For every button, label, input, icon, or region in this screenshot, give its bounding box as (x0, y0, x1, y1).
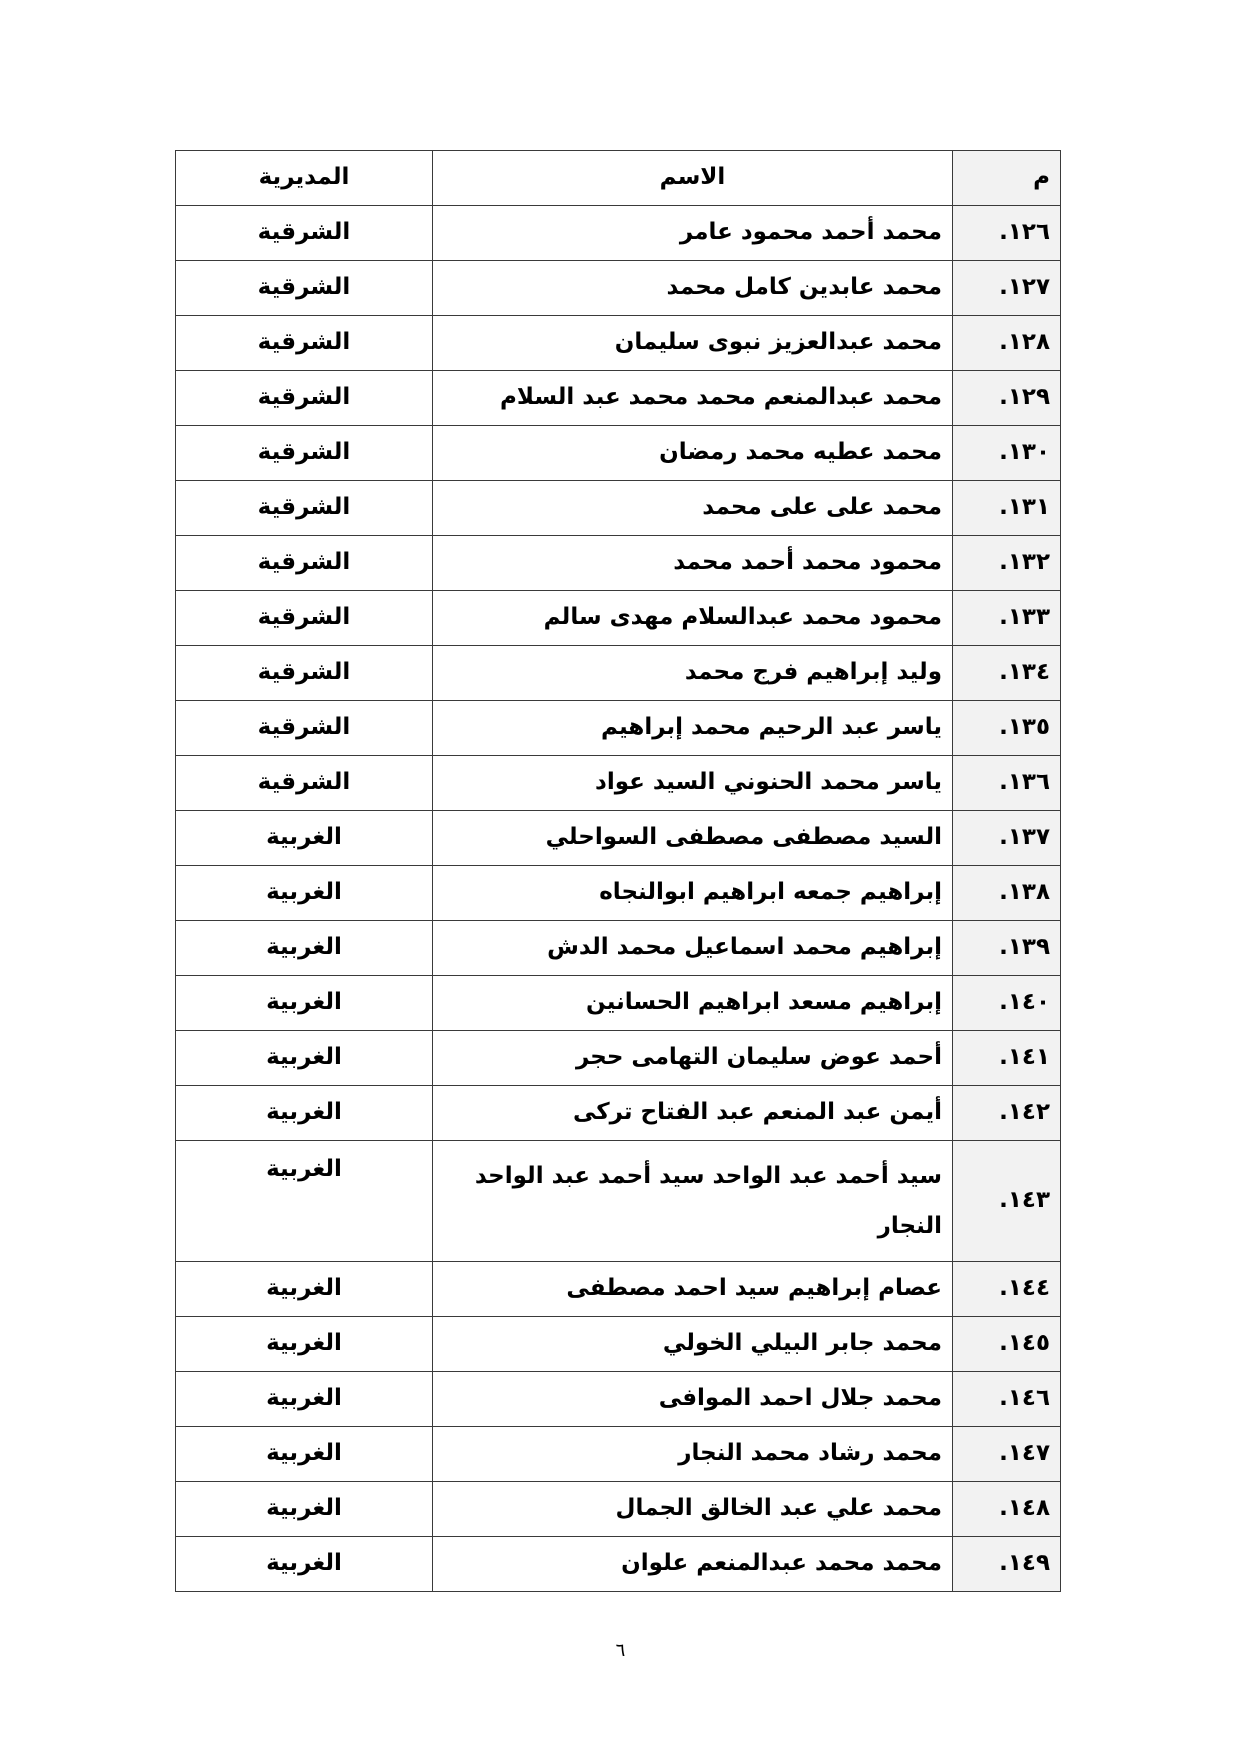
row-name: ياسر عبد الرحيم محمد إبراهيم (433, 701, 953, 756)
table-row (176, 701, 1061, 756)
row-name: محمد على على محمد (433, 481, 953, 536)
table-row (176, 261, 1061, 316)
row-number: ١٢٨. (953, 316, 1061, 371)
row-name: محمد جلال احمد الموافى (433, 1372, 953, 1427)
table-header-row (176, 151, 1061, 206)
row-name: عصام إبراهيم سيد احمد مصطفى (433, 1262, 953, 1317)
row-name: محمد رشاد محمد النجار (433, 1427, 953, 1482)
row-name: محمد أحمد محمود عامر (433, 206, 953, 261)
row-directorate: الغربية (176, 1086, 433, 1141)
row-directorate: الشرقية (176, 481, 433, 536)
row-name: أيمن عبد المنعم عبد الفتاح تركى (433, 1086, 953, 1141)
row-number: ١٣٤. (953, 646, 1061, 701)
row-number: ١٤٧. (953, 1427, 1061, 1482)
row-name: السيد مصطفى مصطفى السواحلي (433, 811, 953, 866)
row-name: محمد عابدين كامل محمد (433, 261, 953, 316)
row-directorate: الشرقية (176, 646, 433, 701)
row-directorate: الشرقية (176, 316, 433, 371)
row-number: ١٢٧. (953, 261, 1061, 316)
row-name: محمد علي عبد الخالق الجمال (433, 1482, 953, 1537)
row-directorate: الشرقية (176, 371, 433, 426)
table-row (176, 206, 1061, 261)
row-name: محمد جابر البيلي الخولي (433, 1317, 953, 1372)
row-number: ١٢٩. (953, 371, 1061, 426)
row-name: ياسر محمد الحنوني السيد عواد (433, 756, 953, 811)
row-directorate: الشرقية (176, 756, 433, 811)
row-number: ١٣٦. (953, 756, 1061, 811)
row-name: أحمد عوض سليمان التهامى حجر (433, 1031, 953, 1086)
row-directorate: الشرقية (176, 206, 433, 261)
row-directorate: الغربية (176, 866, 433, 921)
table-row (176, 591, 1061, 646)
row-directorate: الشرقية (176, 591, 433, 646)
row-number: ١٣٠. (953, 426, 1061, 481)
row-directorate: الغربية (176, 1537, 433, 1592)
page-number: ٦ (615, 1640, 626, 1661)
table-row (176, 1482, 1061, 1537)
row-number: ١٣٢. (953, 536, 1061, 591)
row-number: ١٣٥. (953, 701, 1061, 756)
table-row (176, 481, 1061, 536)
row-number: ١٤٦. (953, 1372, 1061, 1427)
header-name: الاسم (433, 151, 953, 206)
row-number: ١٢٦. (953, 206, 1061, 261)
table-row (176, 976, 1061, 1031)
table-row (176, 1372, 1061, 1427)
row-directorate: الغربية (176, 1031, 433, 1086)
table-row (176, 1141, 1061, 1262)
row-directorate: الشرقية (176, 261, 433, 316)
row-name: محمد عبدالمنعم محمد محمد عبد السلام (433, 371, 953, 426)
table-row (176, 756, 1061, 811)
row-directorate: الغربية (176, 1482, 433, 1537)
row-directorate: الشرقية (176, 536, 433, 591)
row-directorate: الغربية (176, 1372, 433, 1427)
table-row (176, 646, 1061, 701)
row-directorate: الغربية (176, 976, 433, 1031)
row-number: ١٤٠. (953, 976, 1061, 1031)
row-name: محمود محمد عبدالسلام مهدى سالم (433, 591, 953, 646)
row-number: ١٤٥. (953, 1317, 1061, 1372)
row-directorate: الغربية (176, 1262, 433, 1317)
row-number: ١٤١. (953, 1031, 1061, 1086)
table-row (176, 811, 1061, 866)
table-row (176, 1262, 1061, 1317)
row-directorate: الغربية (176, 1317, 433, 1372)
row-directorate: الغربية (176, 1141, 433, 1262)
row-number: ١٤٣. (953, 1141, 1061, 1262)
row-number: ١٤٩. (953, 1537, 1061, 1592)
row-name: محمد عطيه محمد رمضان (433, 426, 953, 481)
row-directorate: الشرقية (176, 701, 433, 756)
row-number: ١٣١. (953, 481, 1061, 536)
table-row (176, 316, 1061, 371)
table-row (176, 866, 1061, 921)
row-name: إبراهيم محمد اسماعيل محمد الدش (433, 921, 953, 976)
table-row (176, 1086, 1061, 1141)
row-directorate: الشرقية (176, 426, 433, 481)
row-name: وليد إبراهيم فرج محمد (433, 646, 953, 701)
row-number: ١٣٧. (953, 811, 1061, 866)
row-name: محمود محمد أحمد محمد (433, 536, 953, 591)
row-directorate: الغربية (176, 921, 433, 976)
header-directorate: المديرية (176, 151, 433, 206)
row-name: سيد أحمد عبد الواحد سيد أحمد عبد الواحد النجار (433, 1141, 953, 1262)
table-row (176, 1427, 1061, 1482)
table-row (176, 371, 1061, 426)
row-name: إبراهيم مسعد ابراهيم الحسانين (433, 976, 953, 1031)
row-name: محمد محمد عبدالمنعم علوان (433, 1537, 953, 1592)
row-number: ١٤٤. (953, 1262, 1061, 1317)
table-row (176, 1031, 1061, 1086)
row-name: إبراهيم جمعه ابراهيم ابوالنجاه (433, 866, 953, 921)
table-row (176, 536, 1061, 591)
table-row (176, 1537, 1061, 1592)
header-number: م (953, 151, 1061, 206)
table-row (176, 426, 1061, 481)
row-number: ١٤٨. (953, 1482, 1061, 1537)
table-row (176, 1317, 1061, 1372)
table-row (176, 921, 1061, 976)
row-number: ١٣٩. (953, 921, 1061, 976)
row-directorate: الغربية (176, 811, 433, 866)
row-name: محمد عبدالعزيز نبوى سليمان (433, 316, 953, 371)
row-number: ١٤٢. (953, 1086, 1061, 1141)
roster-table (175, 150, 1061, 1592)
row-number: ١٣٣. (953, 591, 1061, 646)
row-number: ١٣٨. (953, 866, 1061, 921)
row-directorate: الغربية (176, 1427, 433, 1482)
